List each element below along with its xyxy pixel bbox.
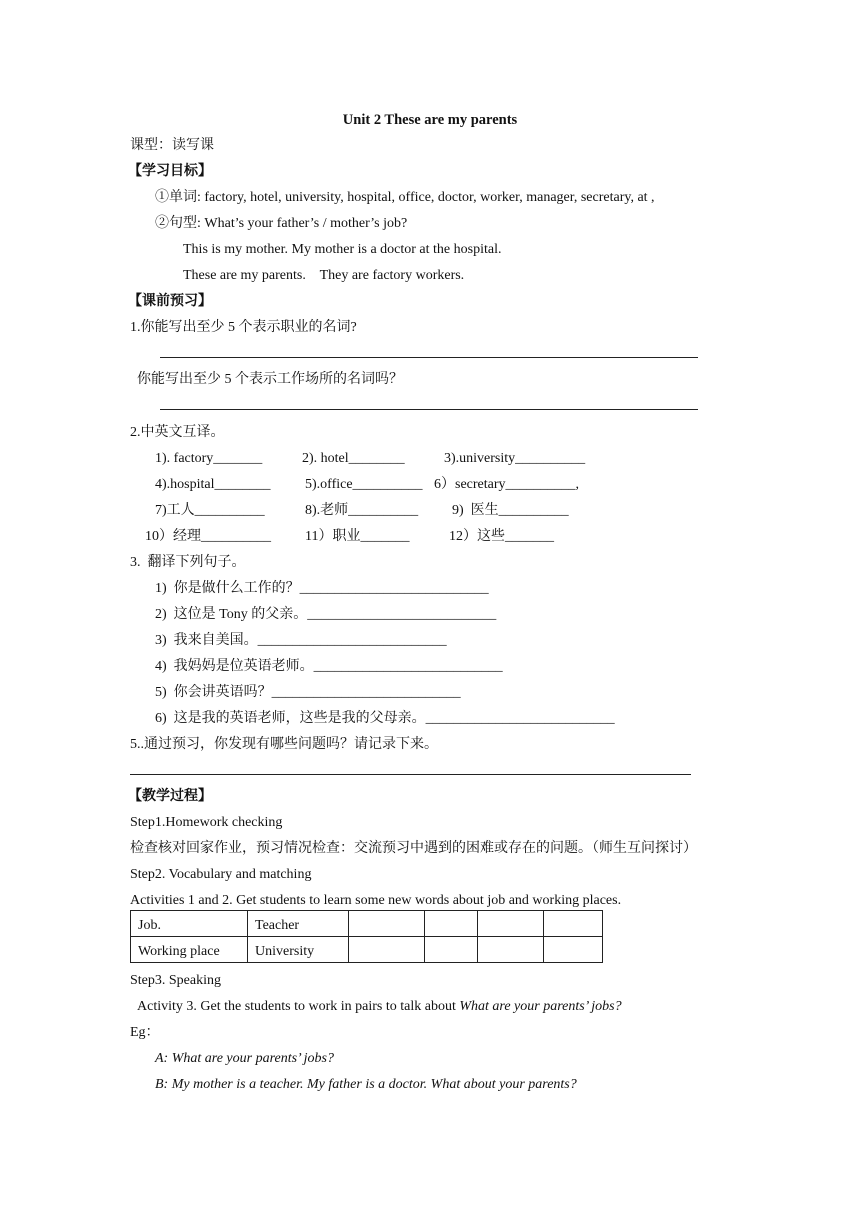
translate-item: 4) 我妈妈是位英语老师。___________________________ [155,659,503,674]
vocab-item: 4).hospital________ [155,477,271,492]
goals-vocab: ①单词: factory, hotel, university, hospital, office, doctor, worker, manager, secretary, at , [155,190,655,205]
table-cell: Job. [131,911,248,937]
preview-q1b: 你能写出至少 5 个表示工作场所的名词吗？ [137,372,403,387]
step3-desc-text: Activity 3. Get the students to work in pairs to talk about [137,999,460,1014]
table-cell [349,911,425,937]
table-cell [478,911,544,937]
step1-title: Step1.Homework checking [130,815,283,830]
step3-desc-question: What are your parents’ jobs? [459,999,622,1014]
answer-line [160,409,698,410]
goals-pattern: ②句型: What’s your father’s / mother’s job? [155,216,408,231]
vocab-item: 9) 医生__________ [452,503,569,518]
table-cell: Working place [131,937,248,963]
example-label: Eg： [130,1025,160,1040]
lesson-type: 课型：读写课 [130,138,214,153]
translate-item: 1) 你是做什么工作的？___________________________ [155,581,489,596]
table-cell [544,911,603,937]
preview-q5: 5..通过预习，你发现有哪些问题吗？请记录下来。 [130,737,438,752]
dialog-line-b: B: My mother is a teacher. My father is a doctor. What about your parents? [155,1077,577,1092]
preview-heading: 【课前预习】 [128,294,212,309]
table-cell [425,937,478,963]
step2-desc: Activities 1 and 2. Get students to learn some new words about job and working places. [130,893,622,908]
table-cell: Teacher [248,911,349,937]
vocab-item: 2). hotel________ [302,451,405,466]
goals-heading: 【学习目标】 [128,164,212,179]
vocab-table [130,910,603,963]
vocab-item: 7)工人__________ [155,503,265,518]
translate-item: 6) 这是我的英语老师，这些是我的父母亲。___________________________ [155,711,615,726]
vocab-item: 8).老师__________ [305,503,419,518]
vocab-item: 12）这些_______ [449,529,554,544]
translate-item: 2) 这位是 Tony 的父亲。___________________________ [155,607,497,622]
vocab-item: 11）职业_______ [305,529,410,544]
table-row [131,911,603,937]
goals-sentence-2: These are my parents. They are factory workers. [183,268,465,283]
translate-item: 5) 你会讲英语吗？___________________________ [155,685,461,700]
process-heading: 【教学过程】 [128,789,212,804]
step1-desc: 检查核对回家作业，预习情况检查：交流预习中遇到的困难或存在的问题。（师生互问探讨） [130,841,697,856]
answer-line [130,774,691,775]
step3-desc [137,998,622,1016]
preview-q2: 2.中英文互译。 [130,425,225,440]
answer-line [160,357,698,358]
step2-title: Step2. Vocabulary and matching [130,867,312,882]
table-cell [425,911,478,937]
page-title: Unit 2 These are my parents [342,112,518,128]
table-cell [544,937,603,963]
table-row [131,937,603,963]
dialog-line-a: A: What are your parents’ jobs? [155,1051,334,1066]
table-cell [349,937,425,963]
step3-title: Step3. Speaking [130,973,221,988]
vocab-item: 6）secretary__________, [434,477,580,492]
table-cell [478,937,544,963]
translate-item: 3) 我来自美国。___________________________ [155,633,447,648]
vocab-item: 5).office__________ [305,477,423,492]
preview-q1: 1.你能写出至少 5 个表示职业的名词? [130,320,357,335]
preview-q3: 3. 翻译下列句子。 [130,555,246,570]
vocab-item: 1). factory_______ [155,451,263,466]
goals-sentence-1: This is my mother. My mother is a doctor at the hospital. [183,242,502,257]
vocab-item: 3).university__________ [444,451,586,466]
vocab-item: 10）经理__________ [145,529,271,544]
table-cell: University [248,937,349,963]
